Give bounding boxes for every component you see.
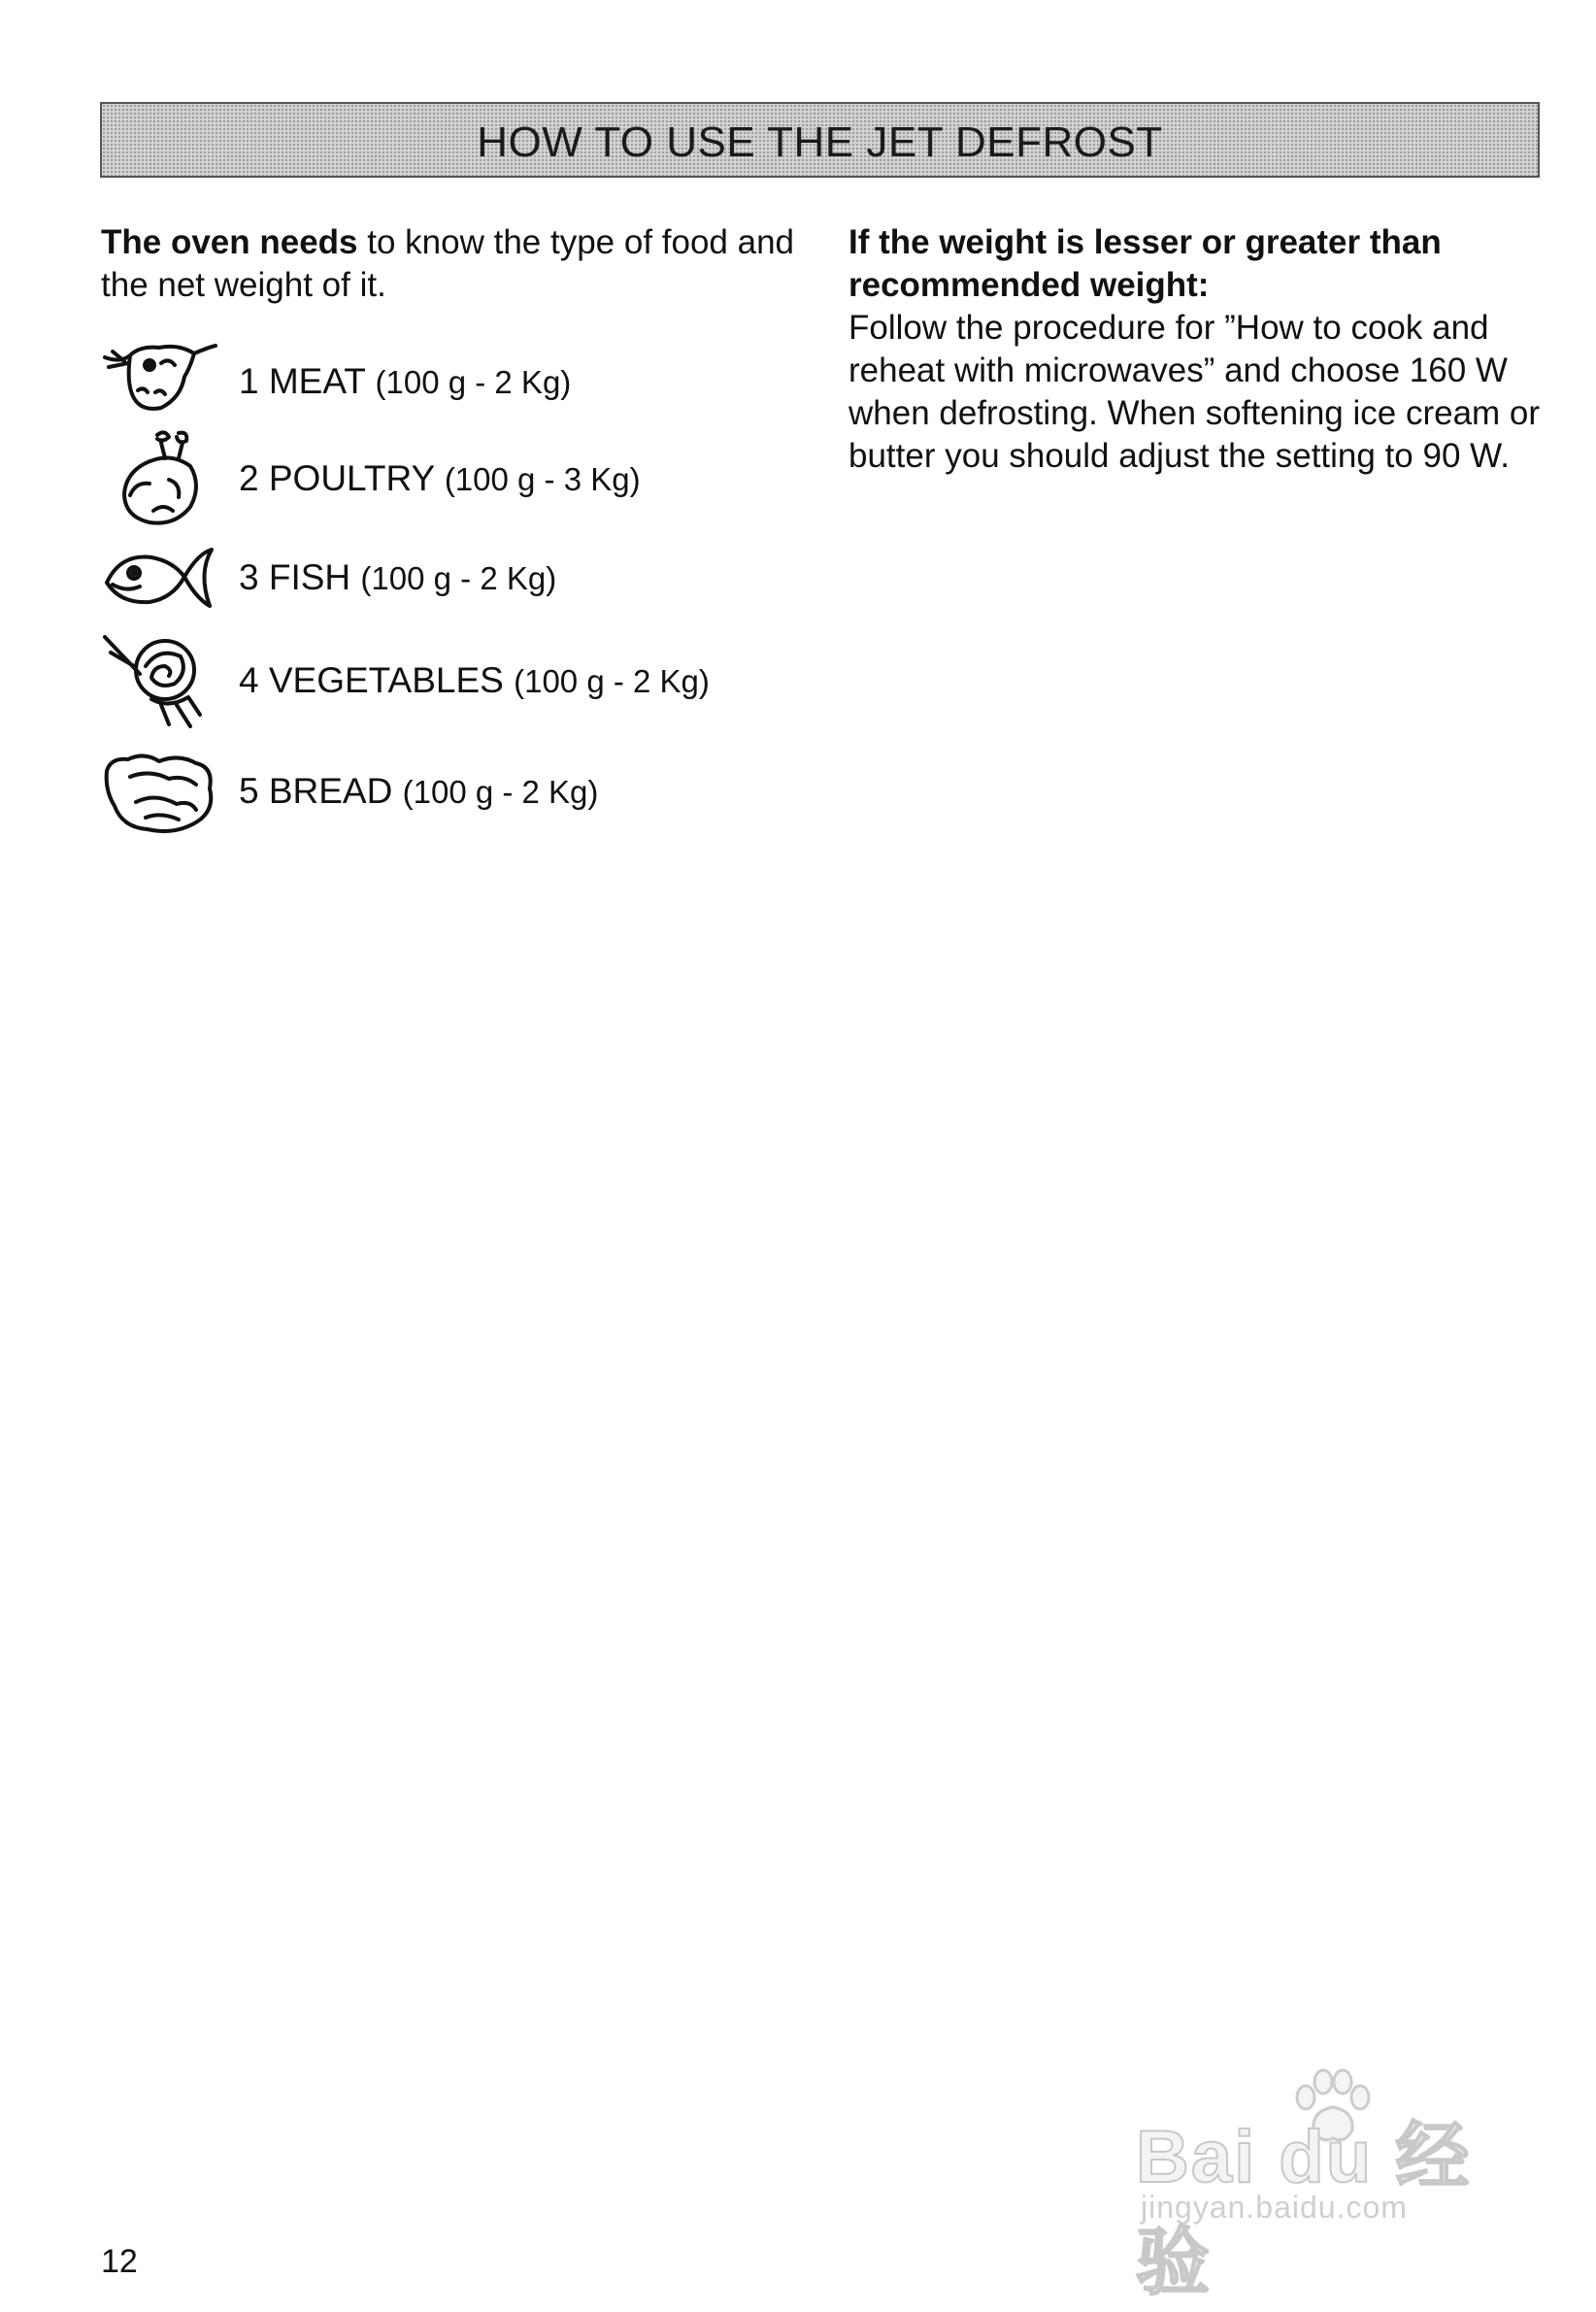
weight-instructions: Follow the procedure for ”How to cook and reheat with microwaves” and choose 160 W when defrosting. When softening ice cream or butter you should adjust the setting to 90 W. <box>848 309 1541 475</box>
food-range-poultry: (100 g - 3 Kg) <box>444 461 641 497</box>
watermark-logo-text: Bai du 经验 <box>1136 2116 1472 2304</box>
food-item-poultry <box>101 425 641 532</box>
food-range-meat: (100 g - 2 Kg) <box>375 364 572 400</box>
intro-bold: The oven needs <box>101 223 358 261</box>
bread-icon <box>101 738 217 845</box>
food-label-poultry: 2 POULTRY <box>239 458 435 498</box>
food-label-fish: 3 FISH <box>239 557 351 597</box>
food-label-bread: 5 BREAD <box>239 771 393 811</box>
vegetable-icon <box>101 627 217 734</box>
fish-icon <box>101 524 217 631</box>
food-item-bread <box>101 738 598 845</box>
watermark-url: jingyan.baidu.com <box>1141 2190 1408 2225</box>
food-item-fish <box>101 524 556 631</box>
right-column <box>848 221 1547 478</box>
intro-paragraph <box>101 221 800 307</box>
intro-rest: to know the type of food and the net weight of it. <box>101 223 795 304</box>
food-range-vegetables: (100 g - 2 Kg) <box>514 663 710 699</box>
section-banner <box>100 102 1540 178</box>
watermark <box>1136 2068 1514 2304</box>
section-title: HOW TO USE THE JET DEFROST <box>477 118 1163 166</box>
food-range-fish: (100 g - 2 Kg) <box>360 560 557 596</box>
page-number: 12 <box>101 2243 138 2280</box>
left-column <box>101 221 800 811</box>
food-item-vegetables <box>101 627 710 734</box>
food-item-meat <box>101 328 571 435</box>
chicken-icon <box>101 425 217 532</box>
food-range-bread: (100 g - 2 Kg) <box>402 774 599 810</box>
food-label-meat: 1 MEAT <box>239 361 366 401</box>
food-label-vegetables: 4 VEGETABLES <box>239 660 504 700</box>
cow-icon <box>101 328 217 435</box>
weight-heading: If the weight is lesser or greater than recommended weight: <box>848 223 1442 304</box>
